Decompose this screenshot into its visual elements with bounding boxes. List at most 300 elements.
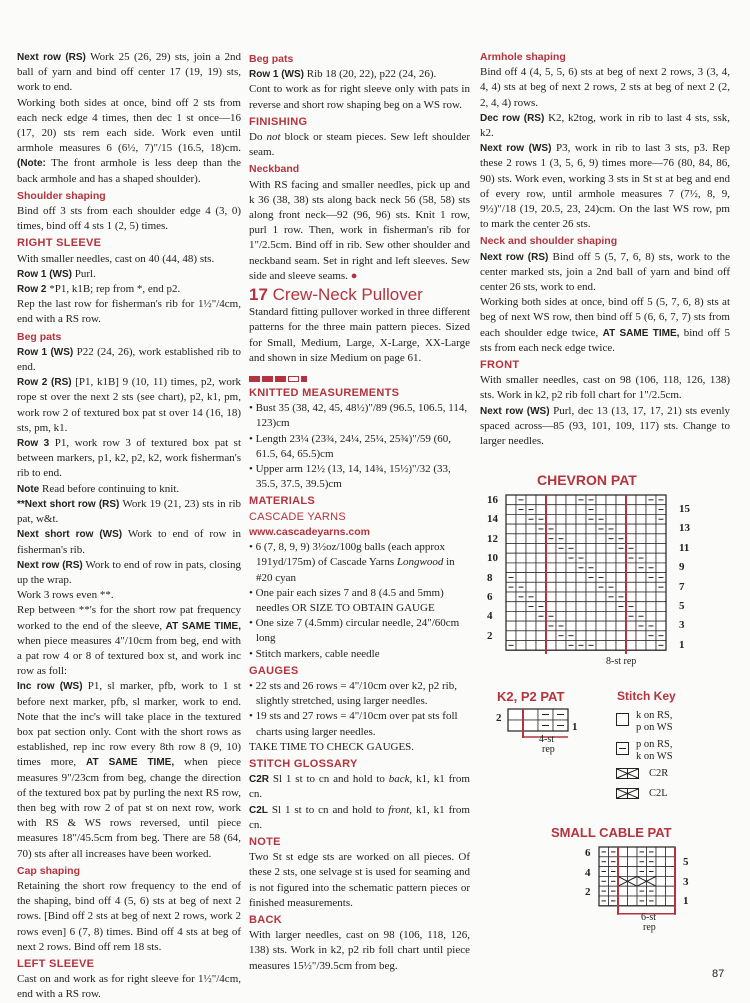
chart-cell	[646, 602, 656, 612]
text: P3, work in rib to last 3 sts, p3. Rep these 2 rows 1 (3, 5, 6, 9) times more—76 (80, 84, 86, 90) sts. Work even, working 3 sts in St st at beg and end of every row, until armhole measures 7 (7½, 8, 9, 9½)"/18 (19, 20.5, 23, 24)cm. On the last WS row, pm to mark the center 26 sts.	[480, 142, 731, 231]
chart-cell	[556, 524, 566, 534]
chart-cell	[636, 544, 646, 554]
chart-cell	[646, 641, 656, 651]
chart-cell	[606, 495, 616, 505]
chart-cell	[646, 582, 656, 592]
text: Read before continuing to knit.	[39, 482, 180, 495]
list-item: • 19 sts and 27 rows = 4"/10cm over pat sts foll charts using larger needles.	[249, 710, 458, 738]
chart-cell	[596, 621, 606, 631]
chart-cell	[636, 524, 646, 534]
chart-cell	[636, 573, 646, 583]
key-knit-label: k on RS,	[636, 710, 673, 721]
small-cable-chart-title: SMALL CABLE PAT	[551, 825, 672, 840]
row-number: 3	[679, 619, 685, 632]
chart-cell	[606, 602, 616, 612]
chart-cell	[506, 592, 516, 602]
chart-cell	[606, 573, 616, 583]
chart-cell	[646, 592, 656, 602]
chart-cell	[546, 563, 556, 573]
chart-cell	[616, 611, 626, 621]
text: when piece measures 4"/10cm from beg, end with a pat row 4 or 8 of textured box st, and work inc row as foll:	[17, 634, 241, 678]
skill-bar-empty-icon	[288, 376, 299, 382]
chart-cell	[526, 563, 536, 573]
skill-bar-icon	[275, 376, 286, 382]
heading-note: NOTE	[249, 835, 281, 848]
paragraph: With smaller needles, cast on 98 (106, 118, 126, 138) sts. Work in k2, p2 rib foll chart for 1"/2.5cm.	[480, 374, 730, 402]
subheading-beg-pats: Beg pats	[249, 53, 294, 65]
paragraph: Standard fitting pullover worked in three different patterns for the three main pattern pieces. Sized for Small, Medium, Large, X-Large, XX-Large and shown in size Medium on page 61.	[249, 306, 470, 364]
chart-cell	[506, 631, 516, 641]
brand-url: www.cascadeyarns.com	[249, 525, 371, 538]
heading-knitted-measurements: KNITTED MEASUREMENTS	[249, 387, 400, 400]
chart-cell	[606, 514, 616, 524]
heading-left-sleeve: LEFT SLEEVE	[17, 957, 95, 970]
chart-cell	[616, 495, 626, 505]
chart-cell	[536, 553, 546, 563]
chart-cell	[596, 631, 606, 641]
paragraph: Bind off 4 (4, 5, 5, 6) sts at beg of next 2 rows, 3 (3, 4, 4, 4) sts at beg of next 2 rows, 2 sts at beg of next 2 (2, 2, 4, 4) rows.	[480, 66, 730, 109]
row-number: 2	[585, 886, 591, 899]
k2p2-row-number: 2	[496, 712, 502, 724]
key-purl-label: k on WS	[636, 751, 673, 762]
chart-cell	[516, 573, 526, 583]
emphasis: AT SAME TIME,	[165, 620, 242, 632]
chart-cell	[556, 602, 566, 612]
chart-cell	[516, 621, 526, 631]
chart-cell	[606, 621, 616, 631]
chart-cell	[656, 534, 666, 544]
chart-cell	[536, 495, 546, 505]
list-item: • One size 7 (4.5mm) circular needle, 24"/60cm long	[249, 617, 460, 645]
chart-cell	[576, 582, 586, 592]
row-label: Note	[17, 483, 40, 495]
chart-cell	[616, 563, 626, 573]
chart-cell	[616, 582, 626, 592]
chart-cell	[656, 611, 666, 621]
chart-cell	[526, 495, 536, 505]
chart-cell	[606, 631, 616, 641]
paragraph	[480, 141, 730, 232]
chart-cell	[666, 847, 676, 857]
chart-cell	[586, 553, 596, 563]
text: Work to end of row in pats, closing up the wrap.	[17, 558, 242, 586]
row-number: 13	[679, 522, 690, 535]
paragraph	[17, 267, 241, 282]
chart-cell	[628, 876, 638, 886]
heading-stitch-glossary: STITCH GLOSSARY	[249, 757, 358, 770]
pattern-name: Crew-Neck Pullover	[267, 285, 423, 305]
chart-cell	[626, 563, 636, 573]
chart-cell	[586, 611, 596, 621]
chart-cell	[516, 544, 526, 554]
chart-cell	[656, 563, 666, 573]
chart-cell	[586, 582, 596, 592]
chart-cell	[618, 896, 628, 906]
chart-cell	[626, 514, 636, 524]
row-number: 9	[679, 561, 685, 574]
chevron-rep-label: 8-st rep	[606, 656, 637, 667]
chart-cell	[666, 886, 676, 896]
key-c2r-label: C2R	[649, 768, 669, 779]
chart-cell	[636, 582, 646, 592]
chart-cell	[506, 524, 516, 534]
chart-cell	[556, 641, 566, 651]
chart-cell	[628, 896, 638, 906]
row-label: Inc row (WS)	[17, 681, 83, 693]
row-label: Next short row (WS)	[17, 529, 123, 541]
c2l-cable-icon	[616, 788, 640, 800]
chart-cell	[596, 602, 606, 612]
chart-cell	[626, 495, 636, 505]
paragraph	[17, 482, 241, 497]
paragraph	[17, 282, 241, 297]
chart-cell	[636, 602, 646, 612]
chart-cell	[647, 876, 657, 886]
chart-cell	[656, 896, 666, 906]
chart-cell	[556, 582, 566, 592]
emphasis: back,	[388, 773, 413, 786]
paragraph: Rep the last row for fisherman's rib for 1½"/4cm, end with a RS row.	[17, 298, 241, 326]
chart-cell	[616, 524, 626, 534]
chart-cell	[523, 709, 538, 720]
text: Working both sides at once, bind off 2 sts from each neck edge 4 times, then dec 1 st once—16 (17, 20) sts rem each side. Work even until armhole measures 6 (6½, 7)"/15 (16.5, 18)cm.	[17, 96, 241, 155]
chart-cell	[618, 857, 628, 867]
chart-cell	[566, 495, 576, 505]
chart-cell	[596, 505, 606, 515]
text: With RS facing and smaller needles, pick up and k 36 (38, 38) sts along back neck 56 (58, 58) sts along front neck—92 (96, 96) sts. Knit 1 row, purl 1 row. Then, work in fisherman's rib for 1"/2.5cm. Bind off in rib. Sew other shoulder and neckband seam. Set in right and left sleeves. Sew side and sleeve seams.	[249, 178, 470, 282]
chart-cell	[546, 573, 556, 583]
paragraph	[17, 603, 241, 679]
row-number: 5	[679, 600, 685, 612]
row-number: 15	[679, 503, 690, 515]
chart-cell	[636, 495, 646, 505]
row-label: Next row (RS)	[17, 52, 86, 63]
page-number: 87	[712, 968, 725, 980]
chart-cell	[616, 631, 626, 641]
chart-cell	[576, 524, 586, 534]
chart-cell	[526, 544, 536, 554]
stitch-label: C2L	[249, 804, 268, 816]
row-number: 6	[487, 591, 493, 603]
chart-cell	[506, 602, 516, 612]
c2r-cable-icon	[616, 768, 640, 780]
chart-cell	[526, 582, 536, 592]
chart-cell	[556, 592, 566, 602]
chart-cell	[618, 867, 628, 877]
chart-cell	[646, 544, 656, 554]
pattern-number: 17	[249, 285, 268, 305]
paragraph	[17, 679, 241, 861]
brand-name: CASCADE YARNS	[249, 510, 347, 523]
chart-cell	[536, 621, 546, 631]
key-purl-label: p on RS,	[636, 739, 673, 750]
row-label: Row 3	[17, 438, 50, 450]
subheading-neck-shoulder: Neck and shoulder shaping	[480, 235, 618, 248]
paragraph	[249, 178, 470, 284]
chart-cell	[566, 514, 576, 524]
chart-cell	[666, 876, 676, 886]
heading-back: BACK	[249, 913, 282, 926]
text: K2, k2tog, work in rib to last 4 sts, ssk, k2.	[480, 111, 730, 140]
subheading-neckband: Neckband	[249, 163, 300, 176]
emphasis: AT SAME TIME,	[86, 757, 175, 769]
end-mark-icon: ●	[350, 269, 358, 282]
chart-cell	[516, 563, 526, 573]
chart-cell	[628, 857, 638, 867]
text: [P1, k1B] 9 (10, 11) times, p2, work rope st over the next 2 sts (see chart), p2, k1, pm, work row 2 of textured box pat st over 14 (16, 18) sts, pm, k1.	[17, 376, 242, 434]
text: Sl 1 st to cn and hold to	[269, 773, 389, 786]
chart-cell	[636, 505, 646, 515]
chart-cell	[566, 592, 576, 602]
chart-cell	[626, 631, 636, 641]
row-label: Dec row (RS)	[480, 112, 545, 124]
chart-cell	[536, 563, 546, 573]
chart-cell	[606, 505, 616, 515]
chart-cell	[556, 553, 566, 563]
text: Rib 18 (20, 22), p22 (24, 26).	[304, 68, 437, 81]
text: k1, k1 from cn.	[249, 773, 470, 801]
text: k1, k1 from cn.	[249, 803, 470, 831]
chart-cell	[566, 505, 576, 515]
skill-bar-icon	[262, 376, 273, 382]
chart-cell	[606, 563, 616, 573]
chart-cell	[526, 573, 536, 583]
k2p2-row-number: 1	[572, 721, 578, 733]
chart-cell	[566, 611, 576, 621]
row-number: 3	[683, 875, 689, 888]
skill-bar-icon	[249, 376, 260, 382]
paragraph	[480, 295, 730, 356]
chart-cell	[637, 876, 647, 886]
text: The front armhole is less deep than the back armhole and has a shaped shoulder).	[17, 157, 241, 185]
chart-cell	[646, 534, 656, 544]
key-c2l-label: C2L	[649, 788, 668, 799]
paragraph: Cast on and work as for right sleeve for 1½"/4cm, end with a RS row.	[17, 973, 241, 1001]
row-number: 16	[487, 494, 498, 506]
chart-cell	[526, 611, 536, 621]
chart-cell	[586, 631, 596, 641]
chart-cell	[606, 553, 616, 563]
knit-stitch-icon	[616, 713, 630, 727]
chart-cell	[656, 886, 666, 896]
list-item	[249, 540, 470, 586]
chart-cell	[566, 621, 576, 631]
row-label: Next row (WS)	[480, 143, 552, 155]
row-number: 4	[585, 866, 591, 879]
paragraph: With larger needles, cast on 98 (106, 118, 126, 138) sts. Work in k2, p2 rib foll chart until piece measures 15½"/39.5cm from beg.	[249, 929, 470, 972]
chart-cell	[626, 505, 636, 515]
chart-cell	[546, 505, 556, 515]
chart-cell	[596, 544, 606, 554]
row-number: 7	[679, 580, 685, 593]
note-label: (Note:	[17, 158, 46, 170]
chart-cell	[646, 514, 656, 524]
paragraph: Work 3 rows even **.	[17, 589, 114, 602]
paragraph: Bind off 3 sts from each shoulder edge 4 (3, 0) times, bind off 4 sts 1 (2, 5) times.	[17, 205, 241, 233]
chart-cell	[536, 592, 546, 602]
chart-cell	[556, 495, 566, 505]
paragraph	[17, 497, 241, 527]
paragraph	[17, 96, 241, 187]
chart-cell	[656, 621, 666, 631]
subheading-beg-pats: Beg pats	[17, 330, 62, 343]
chart-cell	[636, 631, 646, 641]
row-label: Row 2	[17, 284, 47, 296]
subheading-shoulder-shaping: Shoulder shaping	[17, 189, 106, 202]
paragraph	[249, 130, 470, 160]
chart-cell	[646, 611, 656, 621]
yarn-name: Longwood	[396, 556, 444, 569]
text: Rep between **'s for the short row pat frequency worked to the end of the sleeve,	[17, 604, 241, 632]
text: Work 19 (21, 23) sts in rib pat, w&t.	[17, 497, 242, 526]
chart-cell	[516, 524, 526, 534]
stitch-label: C2R	[249, 774, 270, 786]
chart-cell	[516, 602, 526, 612]
chart-cell	[616, 553, 626, 563]
chart-cell	[576, 592, 586, 602]
chart-cell	[546, 592, 556, 602]
chart-cell	[566, 524, 576, 534]
paragraph: TAKE TIME TO CHECK GAUGES.	[249, 740, 415, 753]
chart-cell	[626, 573, 636, 583]
chart-cell	[576, 505, 586, 515]
column-2	[249, 50, 470, 974]
row-number: 14	[487, 513, 498, 526]
chart-cell	[536, 534, 546, 544]
chart-cell	[516, 534, 526, 544]
chart-cell	[546, 553, 556, 563]
chart-cell	[566, 534, 576, 544]
chart-cell	[636, 641, 646, 651]
list-item: • 22 sts and 26 rows = 4"/10cm over k2, p2 rib, slightly stretched, using larger needles.	[249, 679, 457, 708]
text: Work 25 (26, 29) sts, join a 2nd ball of yarn and bind off center 17 (19, 19) sts, work to end.	[17, 51, 242, 94]
heading-right-sleeve: RIGHT SLEEVE	[17, 237, 102, 250]
chart-cell	[656, 553, 666, 563]
chart-cell	[556, 505, 566, 515]
chart-cell	[656, 867, 666, 877]
chart-cell	[618, 886, 628, 896]
paragraph	[17, 50, 241, 96]
row-number: 1	[683, 895, 689, 908]
chart-cell	[666, 867, 676, 877]
chart-cell	[516, 514, 526, 524]
chart-cell	[516, 553, 526, 563]
stitch-key-title: Stitch Key	[617, 689, 676, 703]
column-3	[480, 50, 730, 449]
purl-stitch-icon	[616, 742, 630, 756]
chart-cell	[506, 534, 516, 544]
heading-front: FRONT	[480, 359, 520, 372]
chart-cell	[636, 592, 646, 602]
chart-cell	[576, 611, 586, 621]
paragraph	[17, 527, 241, 557]
chart-cell	[626, 524, 636, 534]
chart-cell	[586, 592, 596, 602]
chart-cell	[566, 582, 576, 592]
text: bind off 5 sts from each neck edge twice.	[480, 326, 731, 354]
subheading-cap-shaping: Cap shaping	[17, 864, 81, 877]
chart-cell	[636, 534, 646, 544]
chart-cell	[626, 582, 636, 592]
chart-cell	[556, 573, 566, 583]
text: P1, sl marker, pfb, work to 1 st before next marker, pfb, sl marker, work to end. Note that the inc's will take place in the textured box pat section only. Cont with the short rows as established, rep inc row every 8th row 8 (9, 10) times more,	[17, 680, 241, 769]
chart-cell	[566, 602, 576, 612]
chart-cell	[596, 611, 606, 621]
chart-cell	[586, 524, 596, 534]
chart-cell	[566, 573, 576, 583]
row-number: 5	[683, 856, 689, 868]
chart-cell	[546, 641, 556, 651]
chart-cell	[546, 544, 556, 554]
paragraph	[17, 436, 241, 482]
chart-cell	[618, 847, 628, 857]
paragraph	[249, 803, 470, 833]
chart-cell	[546, 602, 556, 612]
chart-cell	[526, 621, 536, 631]
chart-cell	[536, 641, 546, 651]
paragraph: Two St st edge sts are worked on all pieces. Of these 2 sts, one selvage st is used for seaming and is not figured into the schematic pattern pieces or finished measurements.	[249, 851, 470, 909]
chart-cell	[626, 534, 636, 544]
row-label: Next row (WS)	[480, 405, 550, 417]
chart-cell	[616, 505, 626, 515]
chart-cell	[536, 505, 546, 515]
chart-cell	[656, 602, 666, 612]
chart-cell	[626, 592, 636, 602]
row-number: 2	[487, 629, 493, 642]
row-number: 12	[487, 532, 498, 545]
chart-cell	[506, 611, 516, 621]
text: • 6 (7, 8, 9, 9) 3½oz/100g balls (each approx 191yd/175m) of Cascade Yarns	[249, 541, 445, 569]
chart-cell	[606, 641, 616, 651]
list-item: • Length 23¼ (23¾, 24¼, 25¼, 25¾)"/59 (60, 61.5, 64, 65.5)cm	[249, 432, 452, 460]
chart-cell	[596, 592, 606, 602]
chart-cell	[526, 631, 536, 641]
text: block or steam pieces. Sew left shoulder seam.	[249, 131, 470, 159]
chart-cell	[646, 524, 656, 534]
subheading-armhole-shaping: Armhole shaping	[480, 51, 566, 63]
chart-cell	[626, 641, 636, 651]
list-item: • Upper arm 12½ (13, 14, 14¾, 15½)"/32 (33, 35.5, 37.5, 39.5)cm	[249, 463, 451, 491]
chart-cell	[526, 553, 536, 563]
chart-cell	[646, 505, 656, 515]
chart-cell	[616, 621, 626, 631]
k2p2-chart-title: K2, P2 PAT	[497, 689, 565, 704]
chart-cell	[596, 641, 606, 651]
chart-cell	[636, 514, 646, 524]
row-label: **Next short row (RS)	[17, 498, 120, 510]
chart-cell	[628, 886, 638, 896]
list-item: • Bust 35 (38, 42, 45, 48½)"/89 (96.5, 106.5, 114, 123)cm	[249, 402, 468, 430]
text: Bind off 5 (5, 7, 6, 8) sts, work to the center marked sts, join a 2nd ball of yarn and bind off center 26 sts, work to end.	[480, 250, 730, 294]
chart-cell	[556, 514, 566, 524]
paragraph	[480, 250, 730, 296]
chart-cell	[616, 573, 626, 583]
chart-cell	[586, 544, 596, 554]
chart-cell	[666, 896, 676, 906]
paragraph	[17, 375, 241, 436]
k2p2-rep-label: rep	[542, 744, 555, 755]
paragraph: With smaller needles, cast on 40 (44, 48) sts.	[17, 252, 215, 265]
emphasis: AT SAME TIME,	[602, 327, 680, 339]
chart-cell	[576, 544, 586, 554]
chart-cell	[536, 573, 546, 583]
chart-cell	[546, 631, 556, 641]
row-label: Row 1 (WS)	[17, 346, 74, 358]
chart-cell	[516, 611, 526, 621]
chart-cell	[656, 524, 666, 534]
chart-cell	[576, 621, 586, 631]
chart-cell	[526, 524, 536, 534]
